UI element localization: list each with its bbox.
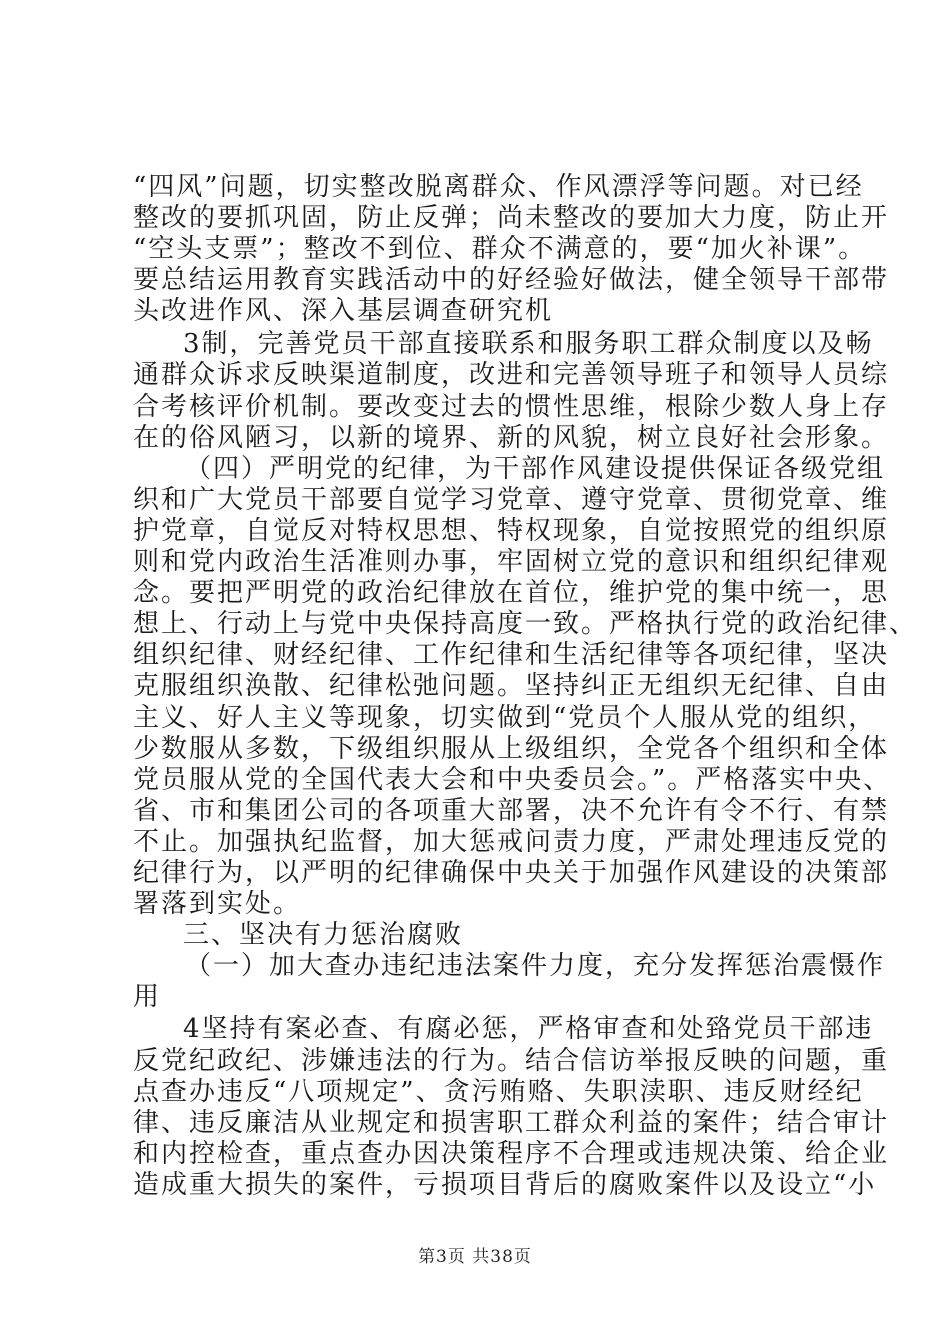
text-line: 律、违反廉洁从业规定和损害职工群众利益的案件；结合审计 bbox=[133, 1108, 890, 1138]
text-line: “四风”问题，切实整改脱离群众、作风漂浮等问题。对已经 bbox=[133, 172, 864, 202]
text-line: 则和党内政治生活准则办事，牢固树立党的意识和组织纪律观 bbox=[133, 547, 890, 577]
page-number-footer: 第3页 共38页 bbox=[418, 1247, 532, 1267]
text-line: 想上、行动上与党中央保持高度一致。严格执行党的政治纪律、 bbox=[133, 609, 918, 639]
text-line: 念。要把严明党的政治纪律放在首位，维护党的集中统一，思 bbox=[133, 578, 890, 608]
text-line: 合考核评价机制。要改变过去的惯性思维，根除少数人身上存 bbox=[133, 392, 890, 422]
text-line: 组织纪律、财经纪律、工作纪律和生活纪律等各项纪律，坚决 bbox=[133, 640, 890, 670]
text-line: 克服组织涣散、纪律松弛问题。坚持纠正无组织无纪律、自由 bbox=[133, 671, 890, 701]
subsection-heading: （一）加大查办违纪违法案件力度，充分发挥惩治震慑作 bbox=[185, 951, 886, 981]
text-line: “空头支票”；整改不到位、群众不满意的，要“加火补课”。 bbox=[133, 234, 867, 264]
text-line: 主义、好人主义等现象，切实做到“党员个人服从党的组织， bbox=[133, 703, 877, 733]
text-line: 少数服从多数，下级组织服从上级组织，全党各个组织和全体 bbox=[133, 734, 890, 764]
text-line: 通群众诉求反映渠道制度，改进和完善领导班子和领导人员综 bbox=[133, 360, 890, 390]
text-line: 整改的要抓巩固，防止反弹；尚未整改的要加大力度，防止开 bbox=[133, 203, 890, 233]
text-line: 省、市和集团公司的各项重大部署，决不允许有令不行、有禁 bbox=[133, 796, 890, 826]
text-line: 护党章，自觉反对特权思想、特权现象，自觉按照党的组织原 bbox=[133, 516, 890, 546]
text-line: 党员服从党的全国代表大会和中央委员会。”。严格落实中央、 bbox=[133, 765, 892, 795]
text-line: 织和广大党员干部要自觉学习党章、遵守党章、贯彻党章、维 bbox=[133, 485, 890, 515]
text-line: 要总结运用教育实践活动中的好经验好做法，健全领导干部带 bbox=[133, 265, 890, 295]
text-line: 头改进作风、深入基层调查研究机 bbox=[133, 296, 554, 326]
text-line: 纪律行为，以严明的纪律确保中央关于加强作风建设的决策部 bbox=[133, 858, 890, 888]
text-line: 和内控检查，重点查办因决策程序不合理或违规决策、给企业 bbox=[133, 1139, 890, 1169]
text-line: 反党纪政纪、涉嫌违法的行为。结合信访举报反映的问题，重 bbox=[133, 1046, 890, 1076]
text-line: 用 bbox=[133, 982, 162, 1012]
text-line: 4坚持有案必查、有腐必惩，严格审查和处臵党员干部违 bbox=[183, 1014, 874, 1044]
text-line: 点查办违反“八项规定”、贪污贿赂、失职渎职、违反财经纪 bbox=[133, 1077, 864, 1107]
section-heading: 三、坚决有力惩治腐败 bbox=[183, 920, 464, 950]
text-line: 造成重大损失的案件，亏损项目背后的腐败案件以及设立“小 bbox=[133, 1170, 877, 1200]
text-line: 3制，完善党员干部直接联系和服务职工群众制度以及畅 bbox=[183, 329, 874, 359]
text-line: 在的俗风陋习，以新的境界、新的风貌，树立良好社会形象。 bbox=[133, 423, 890, 453]
text-line: 署落到实处。 bbox=[133, 889, 302, 919]
text-line: （四）严明党的纪律，为干部作风建设提供保证各级党组 bbox=[185, 454, 886, 484]
text-line: 不止。加强执纪监督，加大惩戒问责力度，严肃处理违反党的 bbox=[133, 827, 890, 857]
